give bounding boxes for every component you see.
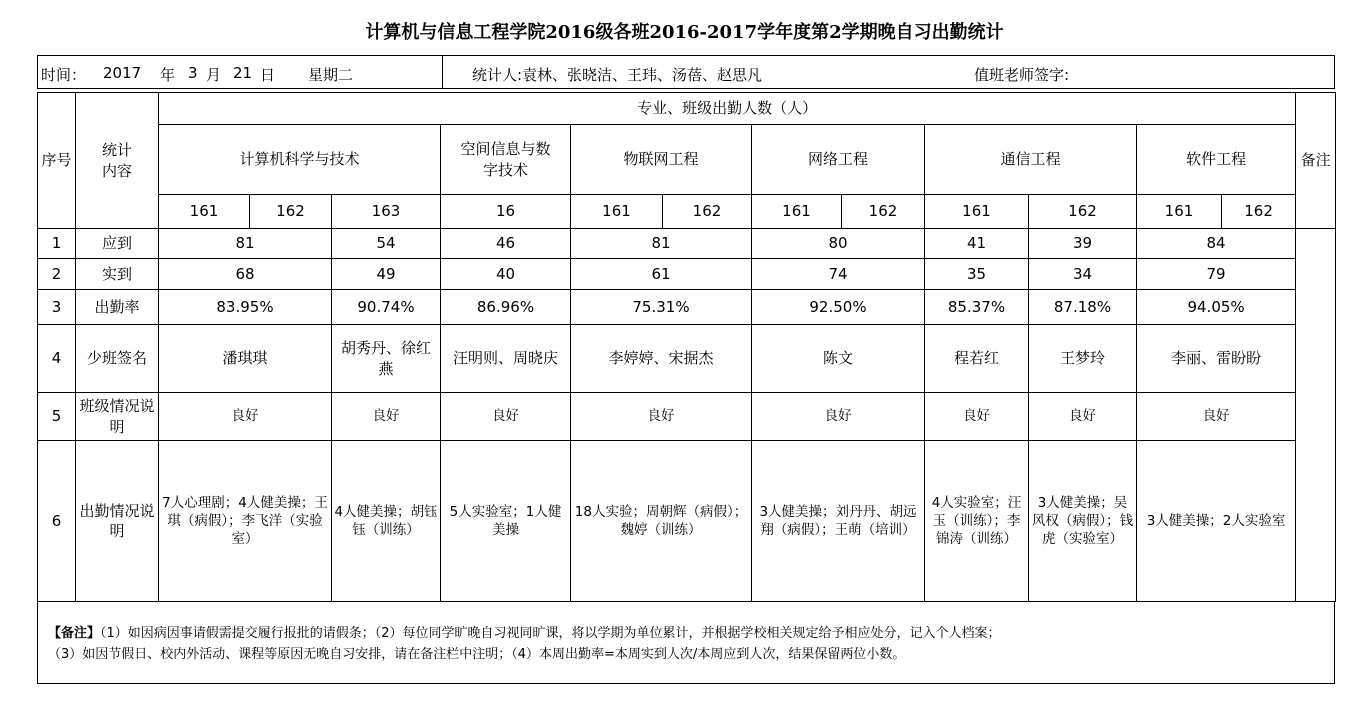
class-cell: 162 <box>842 195 925 229</box>
class-cell: 162 <box>250 195 332 229</box>
row-seq: 4 <box>38 325 76 393</box>
value-cell: 34 <box>1029 259 1137 290</box>
stats-person: 统计人:袁林、张晓洁、王玮、汤蓓、赵思凡 <box>472 66 763 84</box>
class-cell: 161 <box>159 195 250 229</box>
class-cell: 162 <box>1222 195 1296 229</box>
notes-line-1 <box>38 623 1334 644</box>
value-cell: 李丽、雷盼盼 <box>1137 325 1296 393</box>
attendance-table <box>37 92 1336 602</box>
group-header: 专业、班级出勤人数（人） <box>159 93 1296 125</box>
class-cell: 162 <box>663 195 752 229</box>
value-cell: 92.50% <box>752 290 925 325</box>
table-row <box>38 259 1336 290</box>
major-comm: 通信工程 <box>925 125 1137 195</box>
row-label: 出勤率 <box>76 290 159 325</box>
value-cell: 良好 <box>159 393 332 441</box>
major-software: 软件工程 <box>1137 125 1296 195</box>
value-cell: 61 <box>571 259 752 290</box>
seq-header: 序号 <box>38 93 76 229</box>
value-cell: 84 <box>1137 229 1296 259</box>
value-cell: 54 <box>332 229 441 259</box>
value-cell: 王梦玲 <box>1029 325 1137 393</box>
day-unit: 日 <box>260 66 276 84</box>
value-cell: 良好 <box>571 393 752 441</box>
major-network: 网络工程 <box>752 125 925 195</box>
weekday-value: 星期二 <box>308 66 354 84</box>
value-cell: 汪明则、周晓庆 <box>441 325 571 393</box>
class-cell: 161 <box>925 195 1029 229</box>
value-cell: 74 <box>752 259 925 290</box>
time-label: 时间： <box>41 66 87 84</box>
notes-label: 【备注】 <box>48 626 101 641</box>
row-label: 少班签名 <box>76 325 159 393</box>
value-cell: 81 <box>159 229 332 259</box>
table-row <box>38 290 1336 325</box>
teacher-signature: 值班老师签字: <box>974 66 1070 84</box>
table-row <box>38 441 1336 602</box>
value-cell: 79 <box>1137 259 1296 290</box>
month-value: 3 <box>188 64 198 82</box>
notes-text-1: （1）如因病因事请假需提交履行报批的请假条；（2）每位同学旷晚自习视同旷课，将以学期为单位累计，并根据学校相关规定给予相应处分，记入个人档案； <box>100 626 1001 641</box>
value-cell: 良好 <box>1137 393 1296 441</box>
class-cell: 161 <box>1137 195 1222 229</box>
value-cell: 5人实验室；1人健美操 <box>441 441 571 602</box>
major-iot: 物联网工程 <box>571 125 752 195</box>
value-cell: 85.37% <box>925 290 1029 325</box>
value-cell: 4人实验室；汪玉（训练）；李锦涛（训练） <box>925 441 1029 602</box>
table-row <box>38 325 1336 393</box>
class-cell: 161 <box>571 195 663 229</box>
value-cell: 75.31% <box>571 290 752 325</box>
remark-cell <box>1296 229 1336 602</box>
value-cell: 良好 <box>441 393 571 441</box>
info-bar <box>37 55 1335 89</box>
value-cell: 83.95% <box>159 290 332 325</box>
value-cell: 胡秀丹、徐红燕 <box>332 325 441 393</box>
value-cell: 41 <box>925 229 1029 259</box>
value-cell: 良好 <box>925 393 1029 441</box>
row-seq: 2 <box>38 259 76 290</box>
value-cell: 68 <box>159 259 332 290</box>
value-cell: 程若红 <box>925 325 1029 393</box>
value-cell: 陈文 <box>752 325 925 393</box>
row-label: 出勤情况说明 <box>76 441 159 602</box>
value-cell: 良好 <box>752 393 925 441</box>
notes-line-2: （3）如因节假日、校内外活动、课程等原因无晚自习安排，请在备注栏中注明；（4）本周出勤率=本周实到人次/本周应到人次，结果保留两位小数。 <box>48 647 906 662</box>
content-header: 统计内容 <box>76 93 159 229</box>
value-cell: 3人健美操；吴风权（病假）；钱虎（实验室） <box>1029 441 1137 602</box>
value-cell: 40 <box>441 259 571 290</box>
table-row <box>38 393 1336 441</box>
row-seq: 3 <box>38 290 76 325</box>
page-title: 计算机与信息工程学院2016级各班2016-2017学年度第2学期晚自习出勤统计 <box>365 22 1004 43</box>
year-value: 2017 <box>103 64 142 82</box>
value-cell: 94.05% <box>1137 290 1296 325</box>
value-cell: 潘琪琪 <box>159 325 332 393</box>
value-cell: 87.18% <box>1029 290 1137 325</box>
value-cell: 49 <box>332 259 441 290</box>
value-cell: 80 <box>752 229 925 259</box>
value-cell: 46 <box>441 229 571 259</box>
value-cell: 81 <box>571 229 752 259</box>
class-cell: 163 <box>332 195 441 229</box>
row-seq: 6 <box>38 441 76 602</box>
notes-box <box>37 601 1335 684</box>
value-cell: 良好 <box>332 393 441 441</box>
info-separator <box>442 56 443 88</box>
value-cell: 良好 <box>1029 393 1137 441</box>
row-seq: 1 <box>38 229 76 259</box>
value-cell: 90.74% <box>332 290 441 325</box>
major-spatial: 空间信息与数字技术 <box>441 125 571 195</box>
value-cell: 李婷婷、宋据杰 <box>571 325 752 393</box>
month-unit: 月 <box>206 66 222 84</box>
row-label: 班级情况说明 <box>76 393 159 441</box>
value-cell: 35 <box>925 259 1029 290</box>
major-cs: 计算机科学与技术 <box>159 125 441 195</box>
class-cell: 161 <box>752 195 842 229</box>
class-cell: 162 <box>1029 195 1137 229</box>
remark-header: 备注 <box>1296 93 1336 229</box>
table-row <box>38 229 1336 259</box>
row-label: 实到 <box>76 259 159 290</box>
value-cell: 39 <box>1029 229 1137 259</box>
row-seq: 5 <box>38 393 76 441</box>
value-cell: 3人健美操；刘丹丹、胡远翔（病假）；王萌（培训） <box>752 441 925 602</box>
day-value: 21 <box>233 64 253 82</box>
class-cell: 16 <box>441 195 571 229</box>
value-cell: 3人健美操；2人实验室 <box>1137 441 1296 602</box>
year-unit: 年 <box>160 66 176 84</box>
row-label: 应到 <box>76 229 159 259</box>
value-cell: 18人实验；周朝辉（病假）；魏婷（训练） <box>571 441 752 602</box>
value-cell: 4人健美操；胡钰钰（训练） <box>332 441 441 602</box>
value-cell: 7人心理剧；4人健美操；王琪（病假）；李飞洋（实验室） <box>159 441 332 602</box>
value-cell: 86.96% <box>441 290 571 325</box>
